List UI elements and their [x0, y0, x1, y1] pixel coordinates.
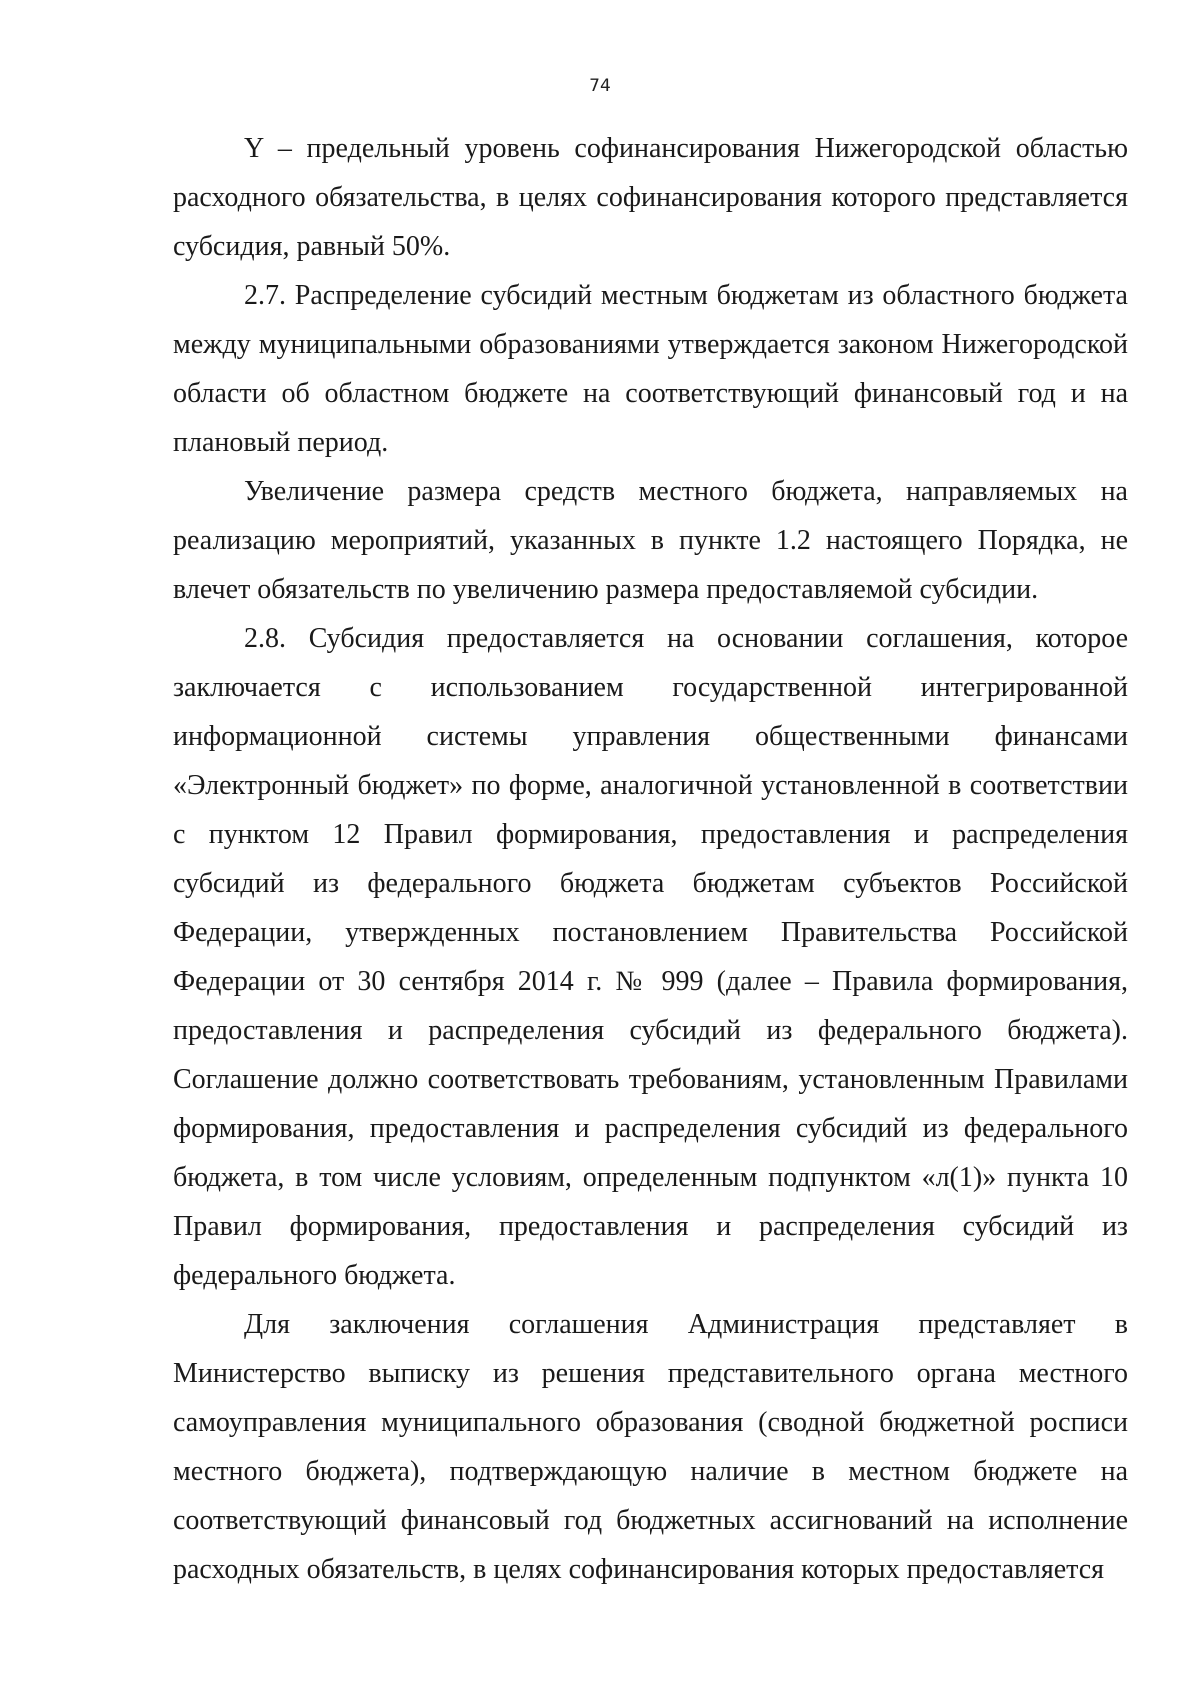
paragraph-2-8: 2.8. Субсидия предоставляется на основании соглашения, которое заключается с использованием государственной интегрированной информационной системы управления общественными финансами «Электронный бюджет» по форме, аналогичной установленной в соответствии с пунктом 12 Правил формирования, предоставления и распределения субсидий из федерального бюджета бюджетам субъектов Российской Федерации, утвержденных постановлением Правительства Российской Федерации от 30 сентября 2014 г. № 999 (далее – Правила формирования, предоставления и распределения субсидий из федерального бюджета). Соглашение должно соответствовать требованиям, установленным Правилами формирования, предоставления и распределения субсидий из федерального бюджета, в том числе условиям, определенным подпунктом «л(1)» пункта 10 Правил формирования, предоставления и распределения субсидий из федерального бюджета.: [173, 623, 1128, 1291]
paragraph-budget-increase: Увеличение размера средств местного бюджета, направляемых на реализацию мероприятий, указанных в пункте 1.2 настоящего Порядка, не влечет обязательств по увеличению размера предоставляемой субсидии.: [173, 476, 1128, 605]
paragraph-agreement-conclusion: Для заключения соглашения Администрация представляет в Министерство выписку из решения представительного органа местного самоуправления муниципального образования (сводной бюджетной росписи местного бюджета), подтверждающую наличие в местном бюджете на соответствующий финансовый год бюджетных ассигнований на исполнение расходных обязательств, в целях софинансирования которых предоставляется: [173, 1309, 1128, 1585]
page-number: 74: [589, 76, 611, 96]
paragraph-2-7: 2.7. Распределение субсидий местным бюджетам из областного бюджета между муниципальными образованиями утверждается законом Нижегородской области об областном бюджете на соответствующий финансовый год и на плановый период.: [173, 280, 1128, 458]
document-body: [173, 124, 1128, 1594]
paragraph-cofinancing-level: Y – предельный уровень софинансирования Нижегородской областью расходного обязательства, в целях софинансирования которого представляется субсидия, равный 50%.: [173, 133, 1128, 262]
